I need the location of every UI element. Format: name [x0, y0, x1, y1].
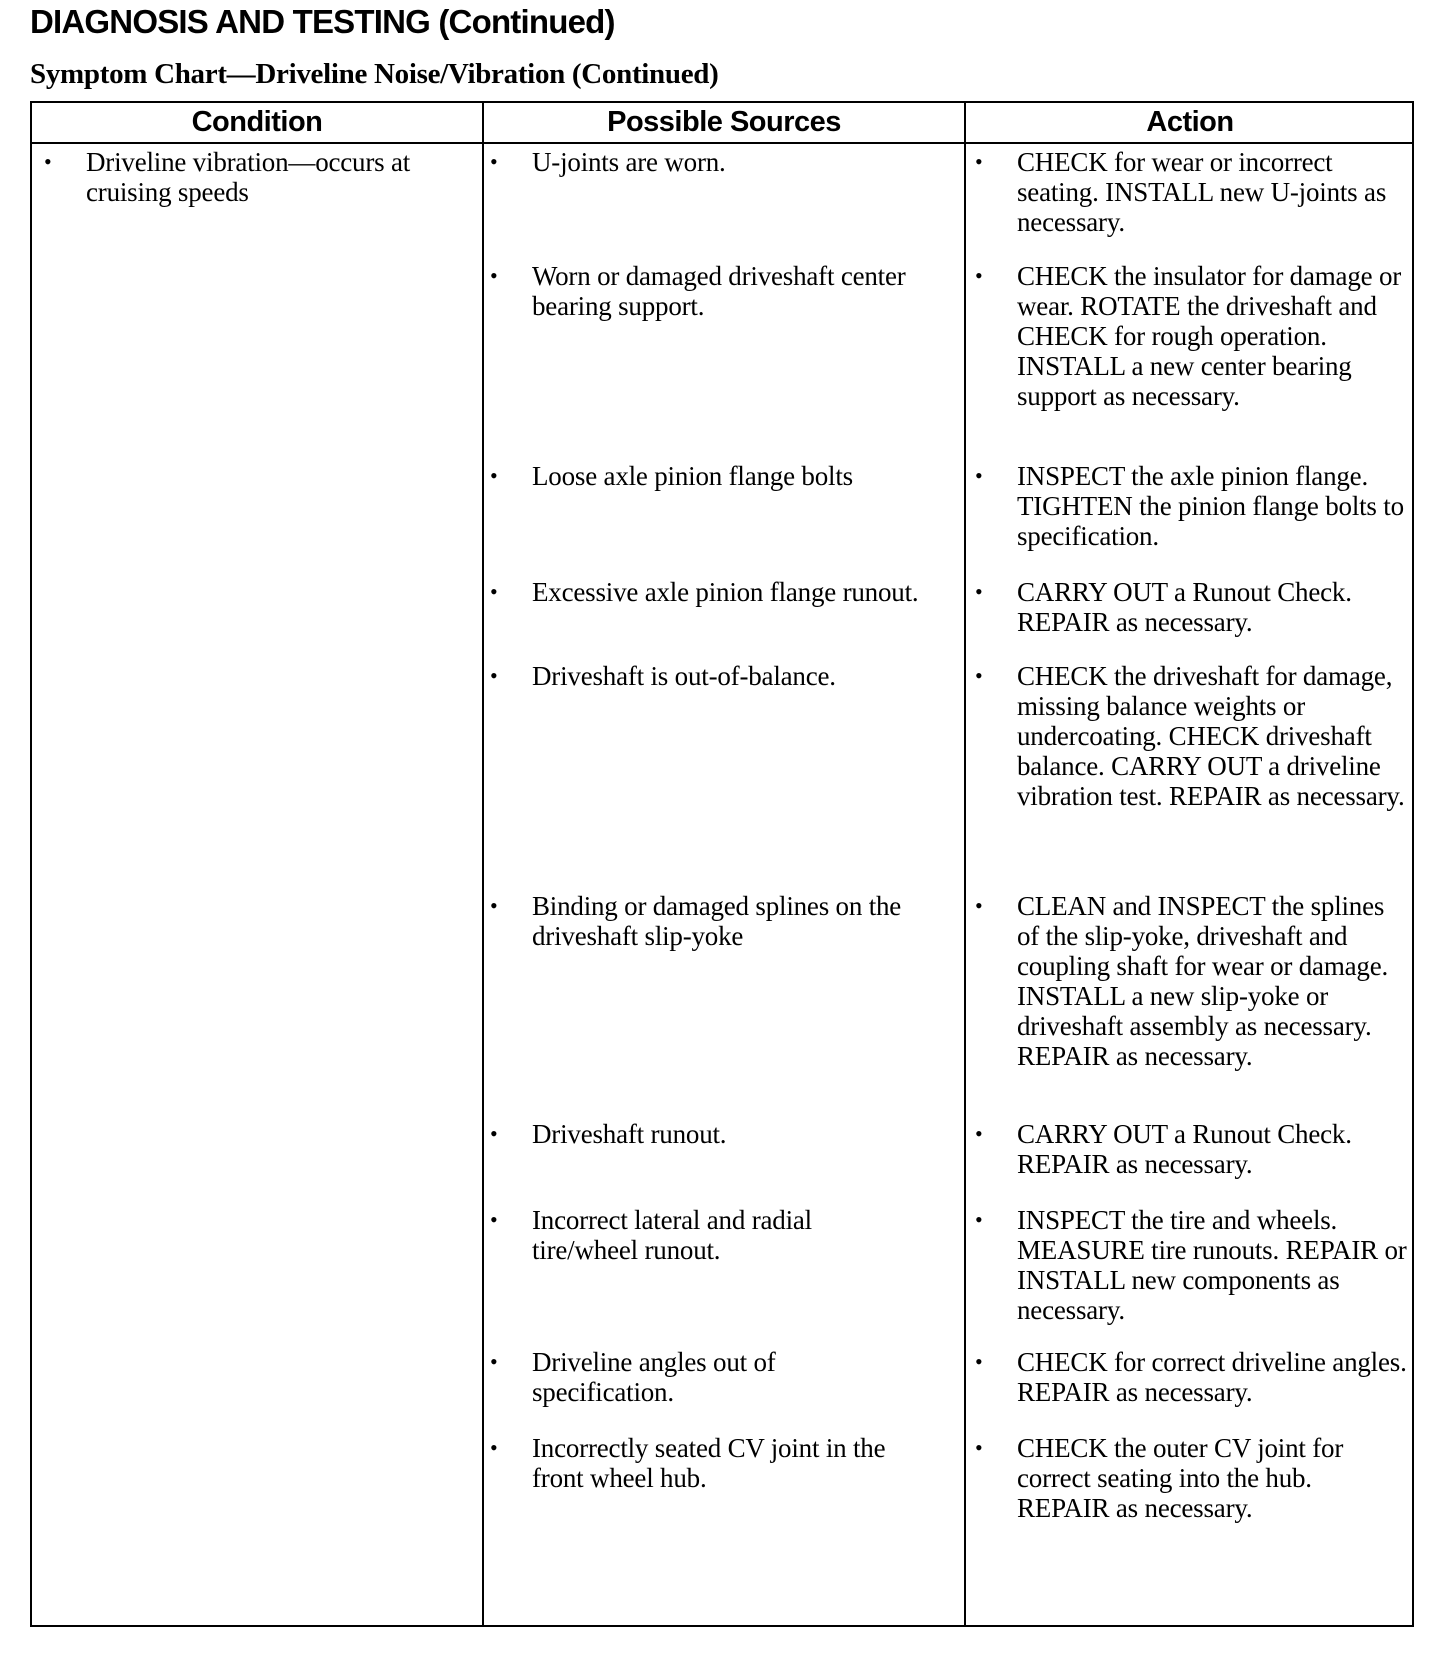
- condition-entry: [44, 147, 454, 207]
- source-entry: [490, 661, 920, 691]
- source-text: U-joints are worn.: [532, 147, 726, 177]
- action-text: CHECK the driveshaft for damage, missing balance weights or undercoating. CHECK driveshaft balance. CARRY OUT a driveline vibration test. REPAIR as necessary.: [1017, 661, 1405, 811]
- bullet: •: [975, 579, 983, 604]
- source-entry: [490, 261, 920, 321]
- bullet: •: [975, 1435, 983, 1460]
- header-possible-sources: Possible Sources: [607, 106, 841, 138]
- action-text: INSPECT the axle pinion flange. TIGHTEN the pinion flange bolts to specification.: [1017, 461, 1404, 551]
- header-condition: Condition: [191, 106, 323, 138]
- bullet: •: [490, 149, 498, 174]
- source-entry: [490, 891, 920, 951]
- source-text: Excessive axle pinion flange runout.: [532, 577, 919, 607]
- chart-title: Symptom Chart—Driveline Noise/Vibration (Continued): [30, 58, 719, 90]
- action-entry: [975, 1119, 1410, 1179]
- bullet: •: [490, 1121, 498, 1146]
- section-title: DIAGNOSIS AND TESTING (Continued): [30, 3, 615, 40]
- bullet: •: [975, 463, 983, 488]
- action-entry: [975, 461, 1410, 551]
- action-text: CLEAN and INSPECT the splines of the slip-yoke, driveshaft and coupling shaft for wear or damage. INSTALL a new slip-yoke or driveshaft assembly as necessary. REPAIR as necessary.: [1017, 891, 1389, 1071]
- bullet: •: [490, 1349, 498, 1374]
- action-entry: [975, 577, 1410, 637]
- bullet: •: [975, 1207, 983, 1232]
- column-divider: [964, 103, 966, 1625]
- column-divider: [482, 103, 484, 1625]
- action-entry: [975, 661, 1410, 811]
- source-text: Worn or damaged driveshaft center bearing support.: [532, 261, 906, 321]
- action-entry: [975, 891, 1410, 1071]
- bullet: •: [975, 663, 983, 688]
- action-entry: [975, 147, 1410, 237]
- source-text: Driveshaft runout.: [532, 1119, 727, 1149]
- source-entry: [490, 1119, 920, 1149]
- source-entry: [490, 577, 920, 607]
- source-entry: [490, 147, 920, 177]
- symptom-chart-table: [30, 101, 1414, 1627]
- action-text: INSPECT the tire and wheels. MEASURE tire runouts. REPAIR or INSTALL new components as necessary.: [1017, 1205, 1407, 1325]
- condition-text: Driveline vibration—occurs at cruising speeds: [86, 147, 411, 207]
- header-divider: [32, 142, 1412, 144]
- bullet: •: [975, 149, 983, 174]
- source-text: Driveshaft is out-of-balance.: [532, 661, 836, 691]
- source-text: Loose axle pinion flange bolts: [532, 461, 853, 491]
- action-text: CHECK the outer CV joint for correct seating into the hub. REPAIR as necessary.: [1017, 1433, 1344, 1523]
- source-text: Driveline angles out of specification.: [532, 1347, 776, 1407]
- action-text: CARRY OUT a Runout Check. REPAIR as necessary.: [1017, 1119, 1352, 1179]
- bullet: •: [975, 893, 983, 918]
- bullet: •: [490, 1207, 498, 1232]
- bullet: •: [975, 1349, 983, 1374]
- bullet: •: [975, 263, 983, 288]
- action-text: CHECK for correct driveline angles. REPAIR as necessary.: [1017, 1347, 1407, 1407]
- bullet: •: [490, 663, 498, 688]
- source-text: Incorrect lateral and radial tire/wheel runout.: [532, 1205, 812, 1265]
- bullet: •: [44, 149, 52, 174]
- bullet: •: [490, 1435, 498, 1460]
- bullet: •: [490, 579, 498, 604]
- action-text: CHECK for wear or incorrect seating. INSTALL new U-joints as necessary.: [1017, 147, 1387, 237]
- action-entry: [975, 1347, 1410, 1407]
- action-entry: [975, 1205, 1410, 1325]
- action-text: CARRY OUT a Runout Check. REPAIR as necessary.: [1017, 577, 1352, 637]
- bullet: •: [490, 463, 498, 488]
- source-entry: [490, 1205, 920, 1265]
- source-entry: [490, 1347, 920, 1407]
- bullet: •: [490, 893, 498, 918]
- source-entry: [490, 461, 920, 491]
- header-action: Action: [1146, 106, 1234, 138]
- bullet: •: [975, 1121, 983, 1146]
- source-text: Binding or damaged splines on the driveshaft slip-yoke: [532, 891, 902, 951]
- action-entry: [975, 261, 1410, 411]
- action-text: CHECK the insulator for damage or wear. ROTATE the driveshaft and CHECK for rough operation. INSTALL a new center bearing support as necessary.: [1017, 261, 1402, 411]
- action-entry: [975, 1433, 1410, 1523]
- bullet: •: [490, 263, 498, 288]
- source-text: Incorrectly seated CV joint in the front wheel hub.: [532, 1433, 886, 1493]
- source-entry: [490, 1433, 920, 1493]
